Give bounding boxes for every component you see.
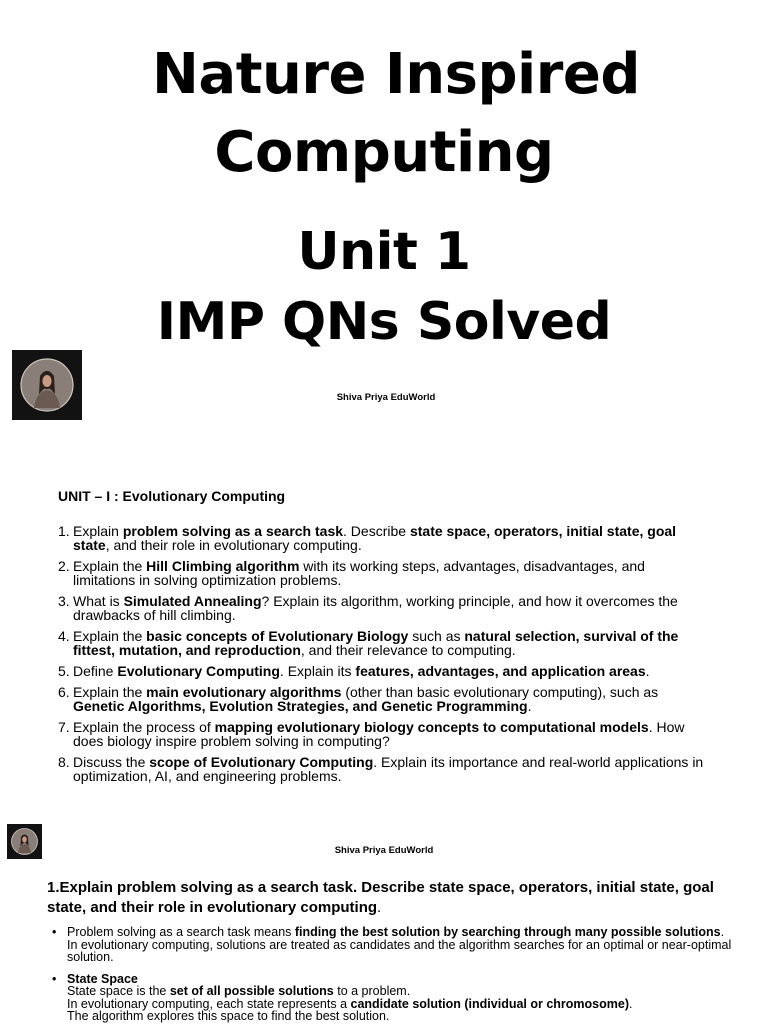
text-segment: . Explain its bbox=[279, 663, 356, 679]
text-segment: . bbox=[645, 663, 650, 679]
question-item bbox=[58, 524, 708, 552]
bold-text: finding the best solution by searching through many possible solutions bbox=[294, 925, 721, 939]
text-segment: Explain the bbox=[73, 558, 147, 574]
text-segment: to a problem. bbox=[333, 984, 411, 998]
text-segment: . Explain its importance and real-world applications in optimization, AI, and engineering problems. bbox=[73, 754, 704, 784]
bold-text: Evolutionary Computing bbox=[117, 663, 280, 679]
bullet-line bbox=[67, 1010, 732, 1023]
unit-heading: UNIT – I : Evolutionary Computing bbox=[58, 488, 286, 504]
bold-text: mapping evolutionary biology concepts to computational models bbox=[214, 719, 649, 735]
text-segment: State space is the bbox=[67, 984, 170, 998]
question-number: 2. bbox=[58, 558, 70, 574]
text-segment: with its working steps, advantages, disadvantages, and limitations in solving optimization problems. bbox=[73, 558, 645, 588]
bold-text: State Space bbox=[67, 971, 138, 986]
cover-subtitle-line-1: Unit 1 bbox=[297, 222, 471, 282]
text-segment: Discuss the bbox=[73, 754, 150, 770]
bullet-icon: • bbox=[52, 971, 57, 986]
text-segment: . bbox=[527, 698, 532, 714]
brand-name: Shiva Priya EduWorld bbox=[336, 392, 436, 403]
bold-text: Hill Climbing algorithm bbox=[146, 558, 300, 574]
cover-subtitle-line-2: IMP QNs Solved bbox=[156, 292, 612, 352]
question-number: 3. bbox=[58, 593, 70, 609]
question-item bbox=[58, 720, 708, 748]
bold-text: scope of Evolutionary Computing bbox=[149, 754, 374, 770]
text-segment: . In evolutionary computing, solutions are treated as candidates and the algorithm searches for an optimal or near-optimal solution. bbox=[67, 925, 732, 964]
bold-text: Genetic Algorithms, Evolution Strategies, and Genetic Programming bbox=[73, 698, 528, 714]
answer-heading-text: 1.Explain problem solving as a search task. Describe state space, operators, initial state, goal state, and their role in evolutionary computing bbox=[47, 879, 714, 916]
question-item bbox=[58, 755, 708, 783]
bold-text: main evolutionary algorithms bbox=[146, 684, 342, 700]
text-segment: . bbox=[629, 996, 633, 1011]
question-list bbox=[58, 524, 708, 790]
bullet-line bbox=[67, 926, 732, 964]
text-segment: Define bbox=[73, 663, 118, 679]
text-segment: , and their relevance to computing. bbox=[300, 642, 516, 658]
bold-text: state space, operators, initial state, goal state bbox=[73, 523, 677, 553]
cover-title-line-2: Computing bbox=[214, 120, 554, 185]
answer-heading bbox=[47, 878, 727, 918]
text-segment: In evolutionary computing, each state represents a bbox=[67, 996, 351, 1011]
text-segment: (other than basic evolutionary computing), such as bbox=[341, 684, 659, 700]
brand-name-page-2: Shiva Priya EduWorld bbox=[334, 845, 434, 856]
bold-text: set of all possible solutions bbox=[169, 984, 334, 998]
brand-logo-avatar-icon bbox=[12, 350, 82, 420]
bold-text: features, advantages, and application areas bbox=[355, 663, 646, 679]
question-number: 5. bbox=[58, 663, 70, 679]
bold-text: Simulated Annealing bbox=[123, 593, 262, 609]
question-item bbox=[58, 685, 708, 713]
bold-text: candidate solution (individual or chromosome) bbox=[350, 996, 629, 1011]
answer-bullet-item bbox=[52, 926, 732, 964]
question-number: 6. bbox=[58, 684, 70, 700]
bullet-icon: • bbox=[52, 925, 57, 939]
answer-heading-period: . bbox=[377, 899, 382, 916]
question-number: 7. bbox=[58, 719, 70, 735]
question-item bbox=[58, 594, 708, 622]
answer-bullet-item bbox=[52, 973, 732, 1023]
text-segment: What is bbox=[73, 593, 124, 609]
question-item bbox=[58, 629, 708, 657]
question-item bbox=[58, 664, 708, 678]
cover-title-line-1: Nature Inspired bbox=[152, 42, 640, 107]
text-segment: The algorithm explores this space to find the best solution. bbox=[67, 1009, 390, 1023]
question-number: 1. bbox=[58, 523, 70, 539]
question-number: 4. bbox=[58, 628, 70, 644]
text-segment: Explain bbox=[73, 523, 123, 539]
text-segment: Explain the bbox=[73, 628, 147, 644]
brand-logo bbox=[12, 350, 82, 420]
text-segment: . Describe bbox=[343, 523, 410, 539]
text-segment: Explain the process of bbox=[73, 719, 215, 735]
text-segment: ? Explain its algorithm, working principle, and how it overcomes the drawbacks of hill climbing. bbox=[73, 593, 678, 623]
text-segment: Problem solving as a search task means bbox=[67, 925, 295, 939]
bold-text: natural selection, survival of the fittest, mutation, and reproduction bbox=[73, 628, 679, 658]
answer-bullet-list bbox=[52, 926, 732, 1032]
text-segment: such as bbox=[408, 628, 465, 644]
text-segment: Explain the bbox=[73, 684, 147, 700]
bold-text: basic concepts of Evolutionary Biology bbox=[146, 628, 409, 644]
question-item bbox=[58, 559, 708, 587]
text-segment: , and their role in evolutionary computing. bbox=[105, 537, 362, 553]
text-segment: . How does biology inspire problem solving in computing? bbox=[73, 719, 685, 749]
question-number: 8. bbox=[58, 754, 70, 770]
bold-text: problem solving as a search task bbox=[122, 523, 344, 539]
